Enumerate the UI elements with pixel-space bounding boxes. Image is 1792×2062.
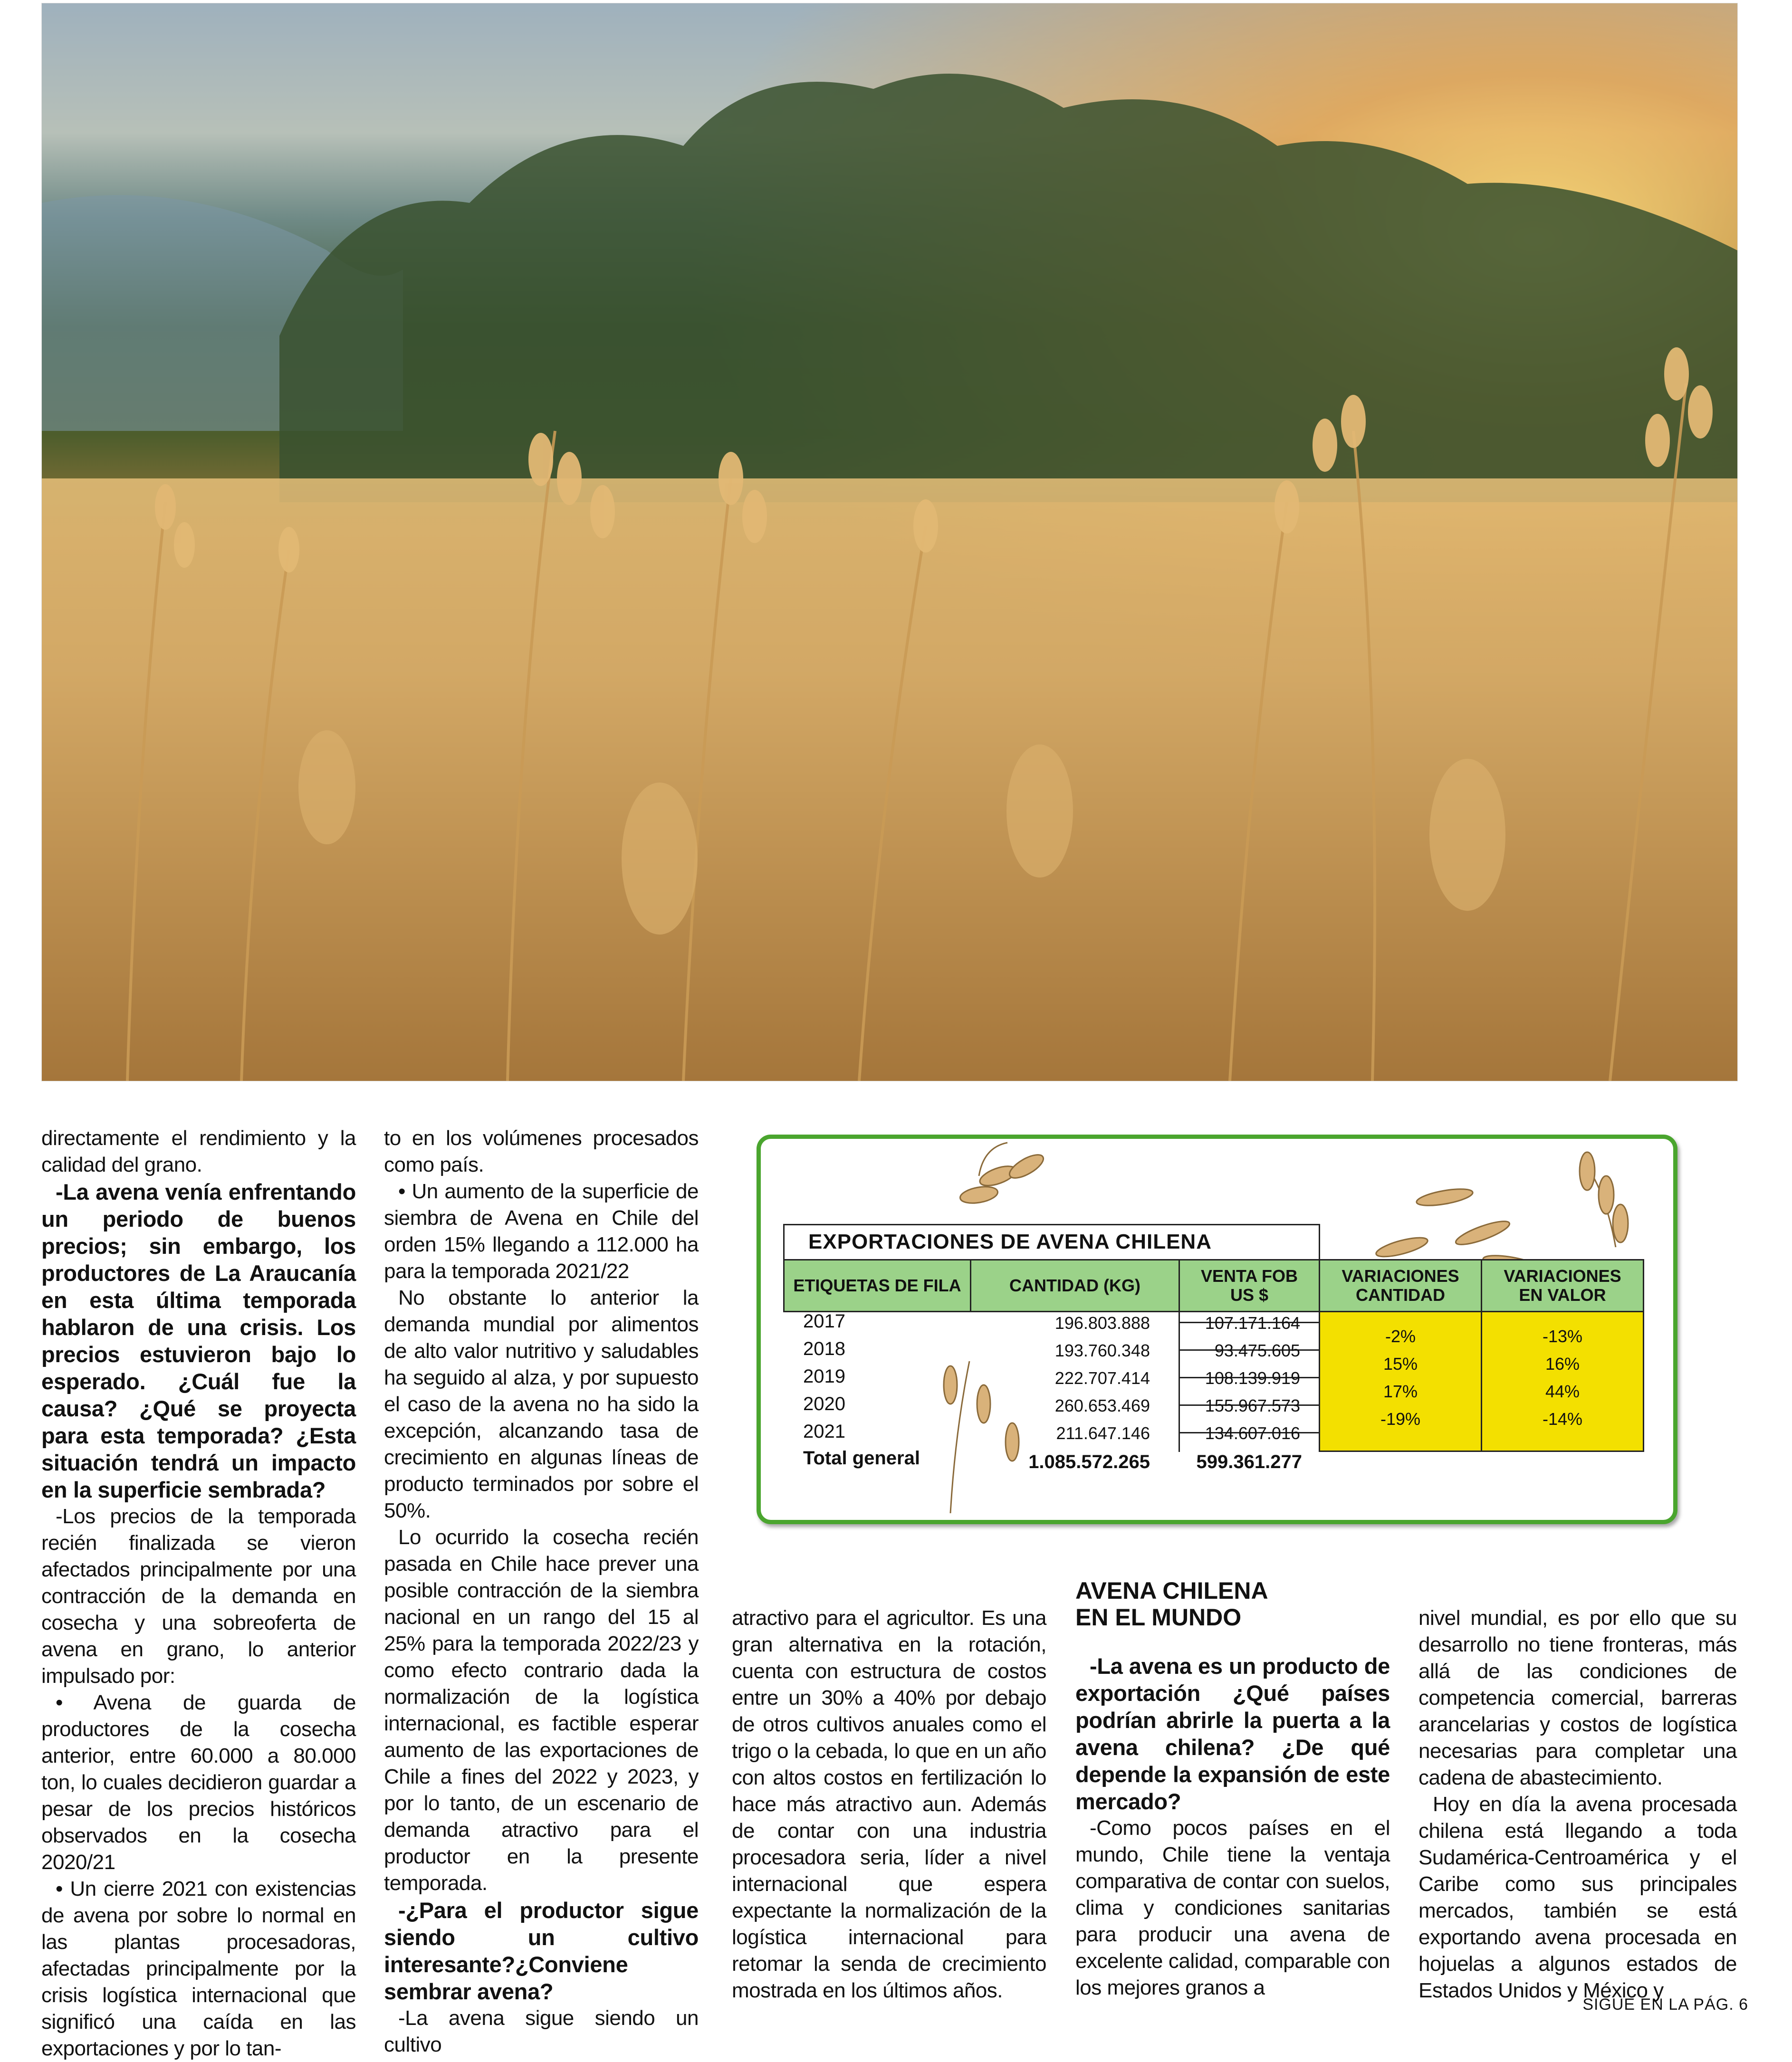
paragraph: directamente el rendimiento y la calidad del grano. (41, 1126, 356, 1176)
section-heading (1075, 1577, 1313, 1631)
variation-quantity-cell: 15% (1383, 1354, 1418, 1374)
paragraph: to en los volúmenes procesados como país. (384, 1126, 699, 1176)
table-title: EXPORTACIONES DE AVENA CHILENA (783, 1224, 1320, 1259)
paragraph: -Los precios de la temporada recién finalizada se vieron afectados principalmente por una contracción de la demanda en cosecha y una sobreoferta de avena en grano, lo anterior impulsado por: (41, 1505, 356, 1688)
total-label: Total general (803, 1448, 920, 1469)
quantity-cell: 260.653.469 (1054, 1396, 1150, 1415)
total-quantity: 1.085.572.265 (1028, 1451, 1150, 1472)
year-cell: 2021 (803, 1421, 845, 1442)
variation-value-cell: -14% (1542, 1409, 1583, 1429)
interview-question: -La avena es un producto de exportación ¿Qué países podrían abrirle la puerta a la avena chilena? ¿De qué depende la expansión de este mercado? (1075, 1653, 1390, 1814)
header-variation-quantity (1319, 1259, 1482, 1312)
header-label: EN VALOR (1519, 1285, 1606, 1305)
paragraph: No obstante lo anterior la demanda mundial por alimentos de alto valor nutritivo y saludables ha seguido al alza, y por supuesto el caso de la avena no ha sido la excepción, alcanzando tasa de crecimiento en algunas líneas de producto terminados por sobre el 50%. (384, 1286, 699, 1522)
interview-question: -¿Para el productor sigue siendo un cultivo interesante?¿Conviene sembrar avena? (384, 1898, 699, 2004)
header-label: US $ (1230, 1285, 1269, 1305)
header-variation-value (1481, 1259, 1644, 1312)
variation-quantity-cell: -19% (1380, 1409, 1421, 1429)
header-label: VARIACIONES (1504, 1266, 1621, 1286)
quantity-cell: 211.647.146 (1056, 1423, 1150, 1443)
interview-question: -La avena venía enfrentando un periodo de buenos precios; sin embargo, los productores de La Araucanía en esta última temporada hablaron de una crisis. Los precios estuvieron bajo lo esperado. ¿Cuál fue la causa? ¿Qué se proyecta para esta temporada? ¿Esta situación tendrá un impacto en la superficie sembrada? (41, 1179, 356, 1502)
header-row-labels (783, 1259, 971, 1312)
header-quantity (970, 1259, 1180, 1312)
variation-value-cell: 16% (1545, 1354, 1580, 1374)
paragraph: atractivo para el agricultor. Es una gran alternativa en la rotación, cuenta con estructura de costos entre un 30% a 40% por debajo de otros cultivos anuales como el trigo o la cebada, lo que en un año con altos costos en fertilización lo hace más atractivo aun. Además de contar con una industria procesadora seria, líder a nivel internacional que espera expectante la normalización de la logística internacional para retomar la senda de crecimiento mostrada en los últimos años. (732, 1606, 1046, 2002)
continued-on-page-label: SIGUE EN LA PÁG. 6 (1582, 1995, 1748, 2014)
header-fob (1179, 1259, 1320, 1312)
quantity-cell: 193.760.348 (1054, 1341, 1150, 1360)
header-label: VENTA FOB (1201, 1266, 1298, 1286)
variation-quantity-cell: 17% (1383, 1382, 1418, 1401)
year-cell: 2020 (803, 1394, 845, 1414)
paragraph: -Como pocos países en el mundo, Chile tiene la ventaja comparativa de contar con suelos, clima y condiciones sanitarias para producir una avena de excelente calidad, comparable con los mejores granos a (1075, 1816, 1390, 1999)
section-heading-line: AVENA CHILENA (1075, 1577, 1268, 1604)
bullet-item: • Un cierre 2021 con existencias de avena por sobre lo normal en las plantas procesadoras, afectadas principalmente por la crisis logística internacional que significó una caída en las exportaciones y por lo tan- (41, 1877, 356, 2060)
header-label: CANTIDAD (1356, 1285, 1445, 1305)
paragraph: Hoy en día la avena procesada chilena está llegando a toda Sudamérica-Centroamérica y el Caribe como sus principales mercados, también se está exportando avena procesada en hojuelas a algunos estados de Estados Unidos y México y (1418, 1793, 1737, 2002)
paragraph: -La avena sigue siendo un cultivo (384, 2006, 699, 2056)
article-column-4 (1075, 1652, 1390, 2001)
oat-field-illustration (42, 3, 1737, 1081)
article-column-2 (384, 1125, 699, 2058)
paragraph: nivel mundial, es por ello que su desarrollo no tiene fronteras, más allá de las condiciones de competencia comercial, barreras arancelarias y costos de logística necesarias para completar una cadena de abastecimiento. (1418, 1606, 1737, 1789)
header-label: CANTIDAD (KG) (1009, 1276, 1140, 1295)
fob-cell: 93.475.605 (1214, 1341, 1300, 1360)
fob-cell: 108.139.919 (1205, 1368, 1300, 1388)
year-cell: 2019 (803, 1366, 845, 1387)
year-cell: 2018 (803, 1338, 845, 1359)
quantity-cell: 196.803.888 (1054, 1313, 1150, 1333)
paragraph: Lo ocurrido la cosecha recién pasada en Chile hace prever una posible contracción de la siembra nacional en un rango del 15 al 25% para la temporada 2022/23 y como efecto contrario dada la normalización de la logística internacional, es factible esperar aumento de las exportaciones de Chile a fines del 2022 y 2023, y por lo tanto, de un escenario de demanda atractivo para el productor en la presente temporada. (384, 1526, 699, 1895)
article-column-1 (41, 1125, 356, 2062)
fob-cell: 155.967.573 (1205, 1396, 1300, 1415)
table-divider (1179, 1312, 1180, 1452)
section-heading-line: EN EL MUNDO (1075, 1604, 1242, 1631)
article-column-5 (1418, 1605, 1737, 2004)
oat-field-photo (41, 3, 1738, 1081)
variation-quantity-cell: -2% (1385, 1327, 1416, 1346)
article-column-3 (732, 1605, 1046, 2004)
variation-value-cell: -13% (1542, 1327, 1583, 1346)
fob-cell: 134.607.016 (1205, 1423, 1300, 1443)
quantity-cell: 222.707.414 (1054, 1368, 1150, 1388)
total-fob: 599.361.277 (1196, 1451, 1302, 1472)
variation-value-cell: 44% (1545, 1382, 1580, 1401)
bullet-item: • Avena de guarda de productores de la cosecha anterior, entre 60.000 a 80.000 ton, lo cuales decidieron guardar a pesar de los precios históricos observados en la cosecha 2020/21 (41, 1691, 356, 1874)
header-label: VARIACIONES (1342, 1266, 1459, 1286)
fob-cell: 107.171.164 (1205, 1313, 1300, 1333)
header-label: ETIQUETAS DE FILA (793, 1276, 961, 1295)
year-cell: 2017 (803, 1311, 845, 1332)
bullet-item: • Un aumento de la superficie de siembra de Avena en Chile del orden 15% llegando a 112.000 ha para la temporada 2021/22 (384, 1180, 699, 1283)
